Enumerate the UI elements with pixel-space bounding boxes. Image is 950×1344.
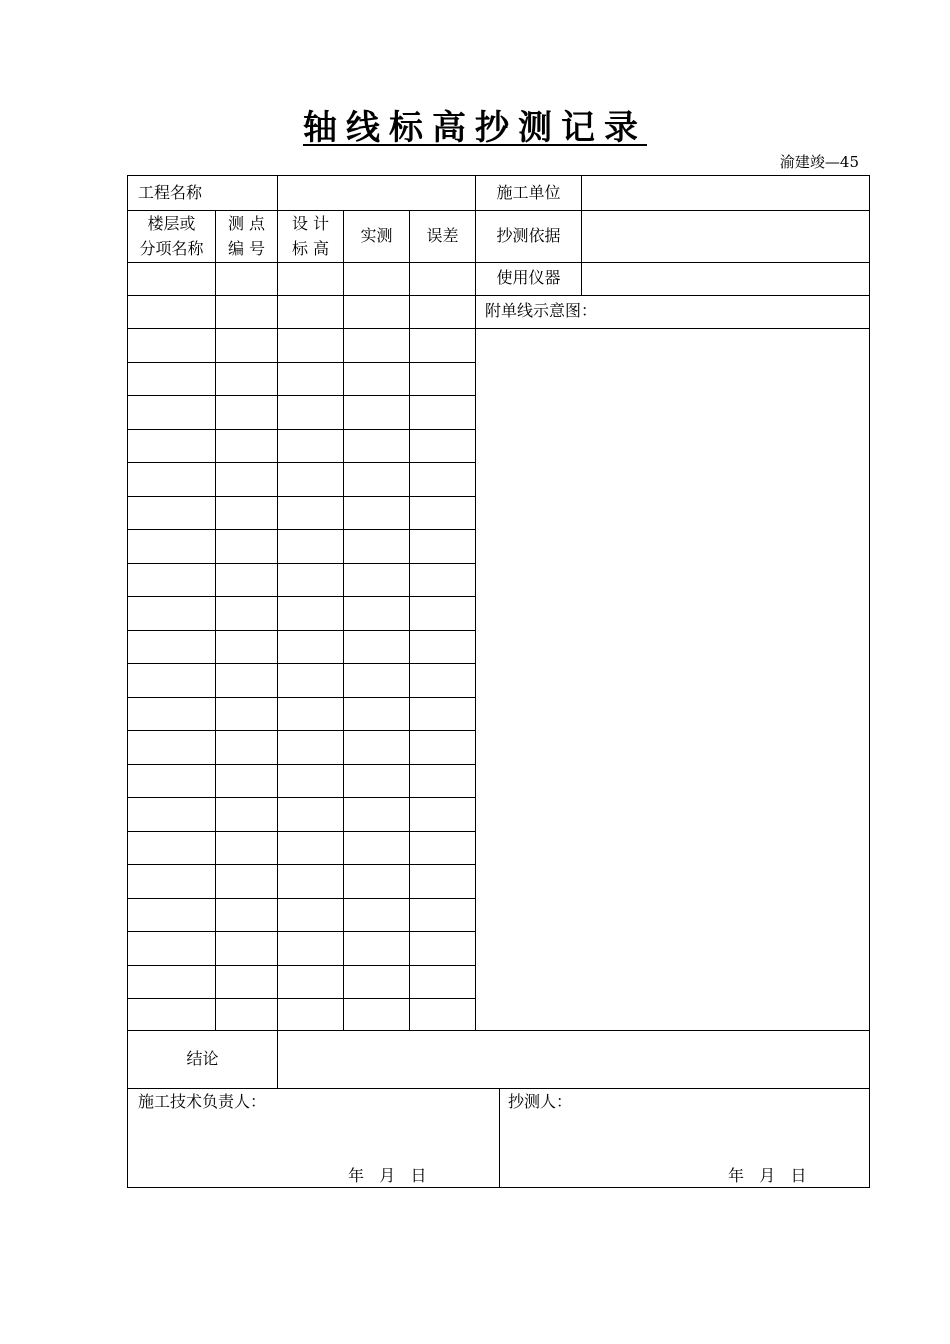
header-design-elevation — [278, 211, 343, 261]
date-left: 年 月 日 — [348, 1166, 427, 1185]
row-line — [128, 965, 476, 966]
header-floor — [128, 211, 215, 261]
row-line — [128, 462, 476, 463]
row-line — [128, 496, 476, 497]
col-line — [343, 210, 344, 1030]
row-line — [128, 663, 476, 664]
label-project-name: 工程名称 — [138, 183, 203, 202]
row-line — [128, 797, 476, 798]
header-design-line1: 设 计 — [291, 214, 330, 233]
label-diagram: 附单线示意图： — [485, 301, 598, 320]
header-error: 误差 — [426, 226, 459, 245]
row-line — [128, 395, 476, 396]
row-line — [128, 697, 476, 698]
row-line — [128, 730, 476, 731]
row-line — [128, 262, 870, 263]
row-line — [128, 898, 476, 899]
row-line — [128, 529, 476, 530]
row-line — [128, 429, 476, 430]
header-floor-line2: 分项名称 — [139, 239, 204, 258]
header-point-line1: 测 点 — [227, 214, 266, 233]
label-survey-basis: 抄测依据 — [496, 226, 561, 245]
col-line — [409, 210, 410, 1030]
row-line — [128, 831, 476, 832]
col-line — [499, 1088, 500, 1187]
label-conclusion: 结论 — [186, 1049, 219, 1068]
header-design-line2: 标 高 — [291, 239, 330, 258]
row-line — [128, 764, 476, 765]
header-measured: 实测 — [360, 226, 393, 245]
row-line — [128, 864, 476, 865]
row-line — [128, 630, 476, 631]
label-instrument: 使用仪器 — [496, 268, 561, 287]
row-line — [128, 596, 476, 597]
survey-record-table — [127, 175, 870, 1188]
form-title: 轴线标高抄测记录 — [303, 108, 647, 148]
col-line — [277, 176, 278, 1088]
label-tech-lead: 施工技术负责人： — [138, 1092, 267, 1111]
label-construction-unit: 施工单位 — [496, 183, 561, 202]
col-line — [581, 176, 582, 295]
header-point-line2: 编 号 — [227, 239, 266, 258]
row-line — [128, 563, 476, 564]
col-line — [475, 176, 476, 1030]
form-code: 渝建竣—45 — [779, 153, 859, 171]
header-point — [216, 211, 277, 261]
row-line — [128, 1030, 870, 1031]
row-line — [128, 295, 870, 296]
row-line — [128, 998, 476, 999]
row-line — [128, 362, 476, 363]
row-line — [128, 931, 476, 932]
row-line — [128, 328, 870, 329]
col-line — [215, 210, 216, 1030]
header-floor-line1: 楼层或 — [147, 214, 196, 233]
label-surveyor: 抄测人： — [508, 1092, 573, 1111]
date-right: 年 月 日 — [728, 1166, 807, 1185]
